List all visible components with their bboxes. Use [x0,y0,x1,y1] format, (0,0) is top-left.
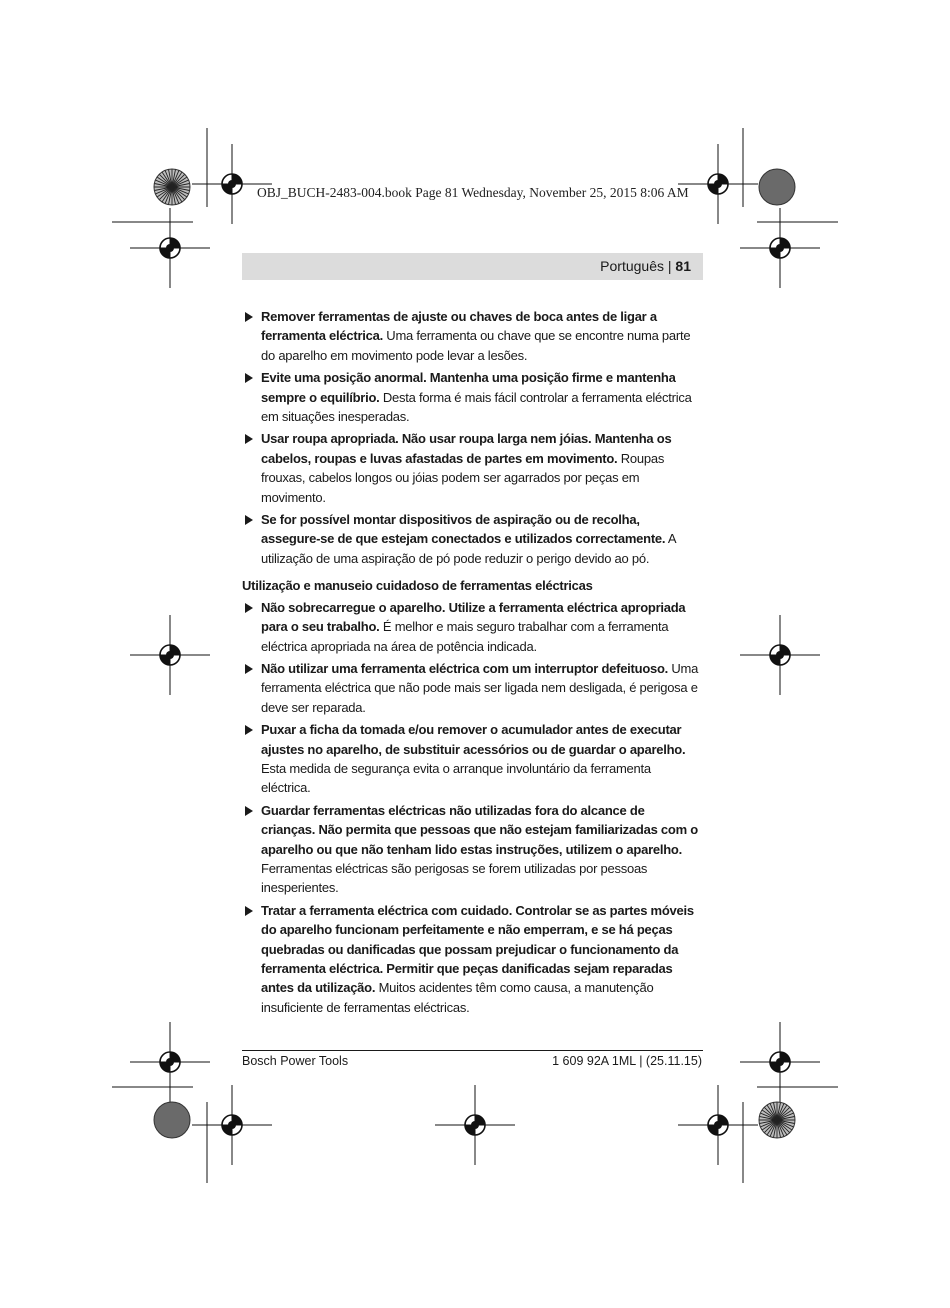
safety-item-text: Desta forma é mais fácil controlar a ferramenta eléctrica em situações inesperadas. [261,389,692,425]
page-header [242,253,703,280]
page-content [242,307,702,1020]
triangle-bullet-icon [245,664,253,674]
triangle-bullet-icon [245,312,253,322]
safety-item-bold: Usar roupa apropriada. Não usar roupa larga nem jóias. Mantenha os cabelos, roupas e luvas afastadas de partes em movimento. [261,431,672,466]
safety-item [242,429,702,507]
safety-item-text: Muitos acidentes têm como causa, a manutenção insuficiente de ferramentas eléctricas. [261,980,654,1015]
footer-brand: Bosch Power Tools [242,1054,349,1068]
safety-item-text: Roupas frouxas, cabelos longos ou jóias podem ser agarrados por peças em movimento. [261,450,665,505]
triangle-bullet-icon [245,725,253,735]
safety-item-bold: Remover ferramentas de ajuste ou chaves de boca antes de ligar a ferramenta eléctrica. [261,309,657,344]
safety-item-bold: Guardar ferramentas eléctricas não utilizadas fora do alcance de crianças. Não permita que pessoas que não estejam familiarizadas com o aparelho ou que não tenham lido estas instruções, utilizem o aparelho. [261,802,698,857]
safety-item-text: Esta medida de segurança evita o arranque involuntário da ferramenta eléctrica. [261,760,651,796]
header-language: Português [600,258,664,274]
triangle-bullet-icon [245,373,253,383]
safety-item-text: Uma ferramenta eléctrica que não pode mais ser ligada nem desligada, é perigosa e deve ser reparada. [261,660,699,715]
triangle-bullet-icon [245,515,253,525]
safety-item [242,307,702,365]
header-text [600,258,691,274]
safety-item [242,801,702,898]
safety-item [242,368,702,426]
safety-item-text: É melhor e mais seguro trabalhar com a ferramenta eléctrica apropriada na área de potência indicada. [261,619,669,654]
footer-doc-number: 1 609 92A 1ML | (25.11.15) [552,1054,702,1068]
section-heading: Utilização e manuseio cuidadoso de ferramentas eléctricas [242,578,593,594]
header-separator: | [664,258,676,274]
triangle-bullet-icon [245,434,253,444]
safety-item-bold: Não utilizar uma ferramenta eléctrica com um interruptor defeituoso. [261,660,669,676]
triangle-bullet-icon [245,906,253,916]
safety-item [242,598,702,656]
triangle-bullet-icon [245,603,253,613]
page-number: 81 [675,258,691,274]
safety-item [242,510,702,568]
safety-item [242,659,702,717]
safety-item-bold: Se for possível montar dispositivos de aspiração ou de recolha, assegure-se de que estejam conectados e utilizados correctamente. [261,512,666,547]
safety-item-bold: Puxar a ficha da tomada e/ou remover o acumulador antes de executar ajustes no aparelho, de substituir acessórios ou de guardar o aparelho. [261,722,686,757]
safety-item-bold: Não sobrecarregue o aparelho. Utilize a ferramenta eléctrica apropriada para o seu trabalho. [261,599,686,635]
safety-item [242,901,702,1017]
triangle-bullet-icon [245,806,253,816]
safety-item-bold: Tratar a ferramenta eléctrica com cuidado. Controlar se as partes móveis do aparelho funcionam perfeitamente e não emperram, e se há peças quebradas ou danificadas que possam prejudicar o funcionamento da ferramenta eléctrica. Permitir que peças danificadas sejam reparadas antes da utilização. [261,902,694,996]
safety-item-text: Ferramentas eléctricas são perigosas se forem utilizadas por pessoas inesperientes. [261,860,648,896]
safety-item-text: A utilização de uma aspiração de pó pode reduzir o perigo devido ao pó. [261,531,676,566]
book-slug-line: OBJ_BUCH-2483-004.book Page 81 Wednesday, November 25, 2015 8:06 AM [257,185,689,200]
safety-item-bold: Evite uma posição anormal. Mantenha uma posição firme e mantenha sempre o equilíbrio. [261,370,676,405]
footer-rule [242,1050,703,1051]
safety-item-text: Uma ferramenta ou chave que se encontre numa parte do aparelho em movimento pode levar a lesões. [261,328,691,363]
safety-item [242,720,702,798]
